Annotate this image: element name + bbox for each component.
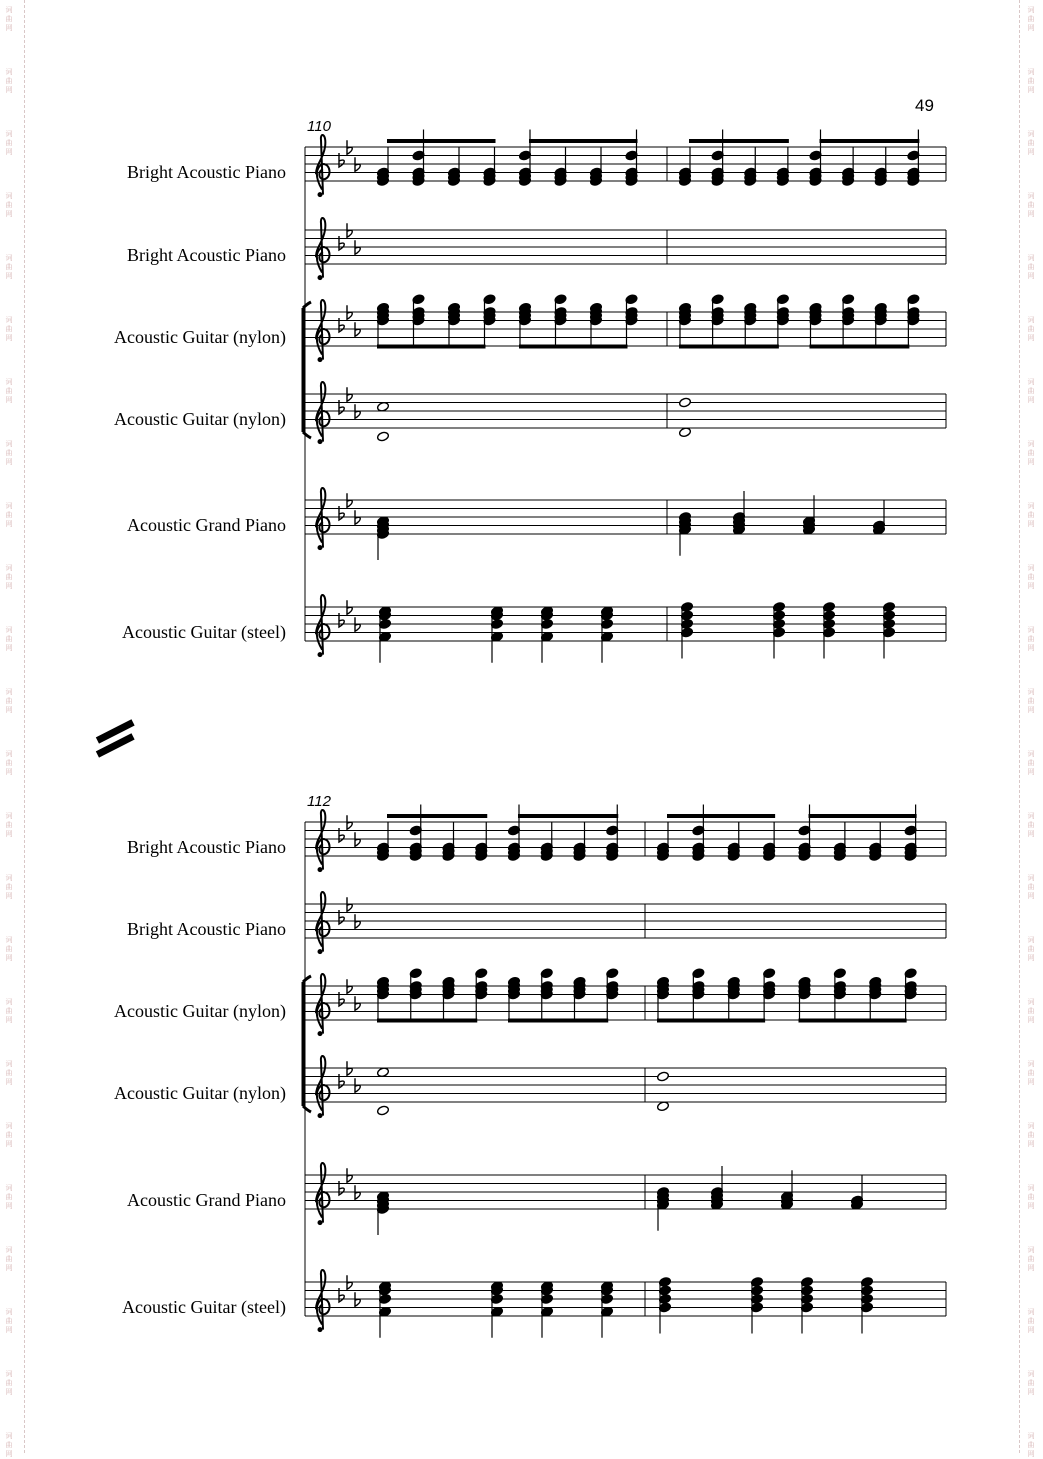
treble-clef-icon (318, 545, 323, 550)
watermark-glyph: 词 曲 网 (1027, 378, 1035, 404)
treble-clef-icon (318, 275, 323, 280)
watermark-glyph: 词 曲 网 (5, 1246, 13, 1272)
watermark-glyph: 词 曲 网 (1027, 130, 1035, 156)
flat-icon (355, 996, 360, 1010)
staff-label: Bright Acoustic Piano (127, 162, 286, 182)
notehead (377, 1105, 390, 1116)
watermark-glyph: 词 曲 网 (1027, 502, 1035, 528)
staff-label: Acoustic Guitar (nylon) (114, 327, 286, 347)
watermark-glyph: 词 曲 网 (5, 316, 13, 342)
treble-clef-icon (316, 382, 330, 442)
beam (377, 1019, 477, 1023)
watermark-glyph: 词 曲 网 (1027, 316, 1035, 342)
beam (820, 139, 920, 143)
flat-icon (347, 493, 352, 507)
flat-icon (355, 1292, 360, 1306)
flat-icon (355, 1078, 360, 1092)
treble-clef-icon (318, 1327, 323, 1332)
flat-icon (347, 979, 352, 993)
watermark-glyph: 词 曲 网 (5, 254, 13, 280)
watermark-glyph: 词 曲 网 (5, 1184, 13, 1210)
treble-clef-icon (318, 652, 323, 657)
staff-label: Bright Acoustic Piano (127, 837, 286, 857)
flat-icon (355, 1185, 360, 1199)
flat-icon (355, 617, 360, 631)
watermark-glyph: 词 曲 网 (5, 750, 13, 776)
watermark-glyph: 词 曲 网 (5, 440, 13, 466)
staff-label: Bright Acoustic Piano (127, 245, 286, 265)
flat-icon (355, 240, 360, 254)
watermark-glyph: 词 曲 网 (5, 378, 13, 404)
beam (377, 345, 486, 349)
watermark-glyph: 词 曲 网 (1027, 1370, 1035, 1396)
flat-icon (355, 914, 360, 928)
treble-clef-icon (316, 135, 330, 195)
treble-clef-icon (316, 892, 330, 952)
watermark-glyph: 词 曲 网 (1027, 1432, 1035, 1458)
watermark-glyph: 词 曲 网 (1027, 192, 1035, 218)
beam (689, 139, 789, 143)
flat-icon (347, 897, 352, 911)
treble-clef-icon (316, 1056, 330, 1116)
treble-clef-icon (318, 439, 323, 444)
treble-clef-icon (318, 192, 323, 197)
watermark-glyph: 词 曲 网 (1027, 750, 1035, 776)
treble-clef-icon (316, 974, 330, 1034)
watermark-glyph: 词 曲 网 (1027, 1246, 1035, 1272)
flat-icon (355, 832, 360, 846)
staff-label: Bright Acoustic Piano (127, 919, 286, 939)
treble-clef-icon (318, 949, 323, 954)
watermark-glyph: 词 曲 网 (1027, 6, 1035, 32)
staff-bracket (303, 976, 311, 1112)
beam (667, 814, 775, 818)
staff-label: Acoustic Guitar (nylon) (114, 409, 286, 429)
beam (679, 345, 779, 349)
measure-number: 110 (307, 118, 331, 135)
flat-icon (347, 387, 352, 401)
beam (657, 1019, 765, 1023)
watermark-glyph: 词 曲 网 (5, 1432, 13, 1458)
staff-label: Acoustic Grand Piano (127, 1190, 286, 1210)
watermark-glyph: 词 曲 网 (5, 812, 13, 838)
watermark-glyph: 词 曲 网 (5, 68, 13, 94)
beam (518, 814, 618, 818)
watermark-glyph: 词 曲 网 (5, 998, 13, 1024)
treble-clef-icon (318, 357, 323, 362)
treble-clef-icon (316, 218, 330, 278)
watermark-glyph: 词 曲 网 (5, 688, 13, 714)
staff-bracket (303, 302, 311, 438)
treble-clef-icon (318, 1113, 323, 1118)
treble-clef-icon (316, 1163, 330, 1223)
staff-label: Acoustic Grand Piano (127, 515, 286, 535)
beam (508, 1019, 608, 1023)
watermark-glyph: 词 曲 网 (5, 502, 13, 528)
flat-icon (347, 815, 352, 829)
watermark-glyph: 词 曲 网 (5, 192, 13, 218)
page-number: 49 (915, 96, 934, 115)
watermark-glyph: 词 曲 网 (5, 564, 13, 590)
flat-icon (355, 322, 360, 336)
watermark-glyph: 词 曲 网 (1027, 998, 1035, 1024)
treble-clef-icon (316, 300, 330, 360)
flat-icon (347, 1061, 352, 1075)
watermark-glyph: 词 曲 网 (5, 626, 13, 652)
staff-label: Acoustic Guitar (steel) (122, 1297, 286, 1317)
beam (810, 345, 910, 349)
watermark-glyph: 词 曲 网 (5, 130, 13, 156)
watermark-glyph: 词 曲 网 (1027, 68, 1035, 94)
treble-clef-icon (316, 595, 330, 655)
notehead (657, 1071, 670, 1082)
beam (387, 814, 487, 818)
treble-clef-icon (318, 867, 323, 872)
notehead (377, 431, 390, 442)
watermark-glyph: 词 曲 网 (1027, 564, 1035, 590)
flat-icon (347, 305, 352, 319)
flat-icon (355, 404, 360, 418)
watermark-glyph: 词 曲 网 (1027, 1184, 1035, 1210)
flat-icon (355, 510, 360, 524)
flat-icon (347, 223, 352, 237)
watermark-glyph: 词 曲 网 (1027, 254, 1035, 280)
watermark-glyph: 词 曲 网 (5, 874, 13, 900)
watermark-glyph: 词 曲 网 (1027, 440, 1035, 466)
beam (529, 139, 638, 143)
flat-icon (355, 157, 360, 171)
watermark-glyph: 词 曲 网 (1027, 626, 1035, 652)
beam (387, 139, 496, 143)
flat-icon (347, 140, 352, 154)
watermark-glyph: 词 曲 网 (1027, 936, 1035, 962)
watermark-glyph: 词 曲 网 (1027, 688, 1035, 714)
beam (519, 345, 628, 349)
treble-clef-icon (318, 1220, 323, 1225)
treble-clef-icon (316, 810, 330, 870)
watermark-glyph: 词 曲 网 (1027, 812, 1035, 838)
watermark-glyph: 词 曲 网 (5, 1122, 13, 1148)
treble-clef-icon (316, 488, 330, 548)
beam (809, 814, 917, 818)
staff-label: Acoustic Guitar (nylon) (114, 1083, 286, 1103)
beam (799, 1019, 907, 1023)
watermark-glyph: 词 曲 网 (1027, 874, 1035, 900)
treble-clef-icon (318, 1031, 323, 1036)
flat-icon (347, 600, 352, 614)
watermark-glyph: 词 曲 网 (1027, 1122, 1035, 1148)
watermark-glyph: 词 曲 网 (5, 1060, 13, 1086)
watermark-glyph: 词 曲 网 (1027, 1308, 1035, 1334)
watermark-glyph: 词 曲 网 (5, 6, 13, 32)
measure-number: 112 (307, 793, 331, 810)
notehead (679, 397, 692, 408)
watermark-glyph: 词 曲 网 (5, 1308, 13, 1334)
treble-clef-icon (316, 1270, 330, 1330)
staff-label: Acoustic Guitar (steel) (122, 622, 286, 642)
watermark-glyph: 词 曲 网 (5, 936, 13, 962)
flat-icon (347, 1275, 352, 1289)
staff-label: Acoustic Guitar (nylon) (114, 1001, 286, 1021)
watermark-glyph: 词 曲 网 (1027, 1060, 1035, 1086)
watermark-glyph: 词 曲 网 (5, 1370, 13, 1396)
flat-icon (347, 1168, 352, 1182)
